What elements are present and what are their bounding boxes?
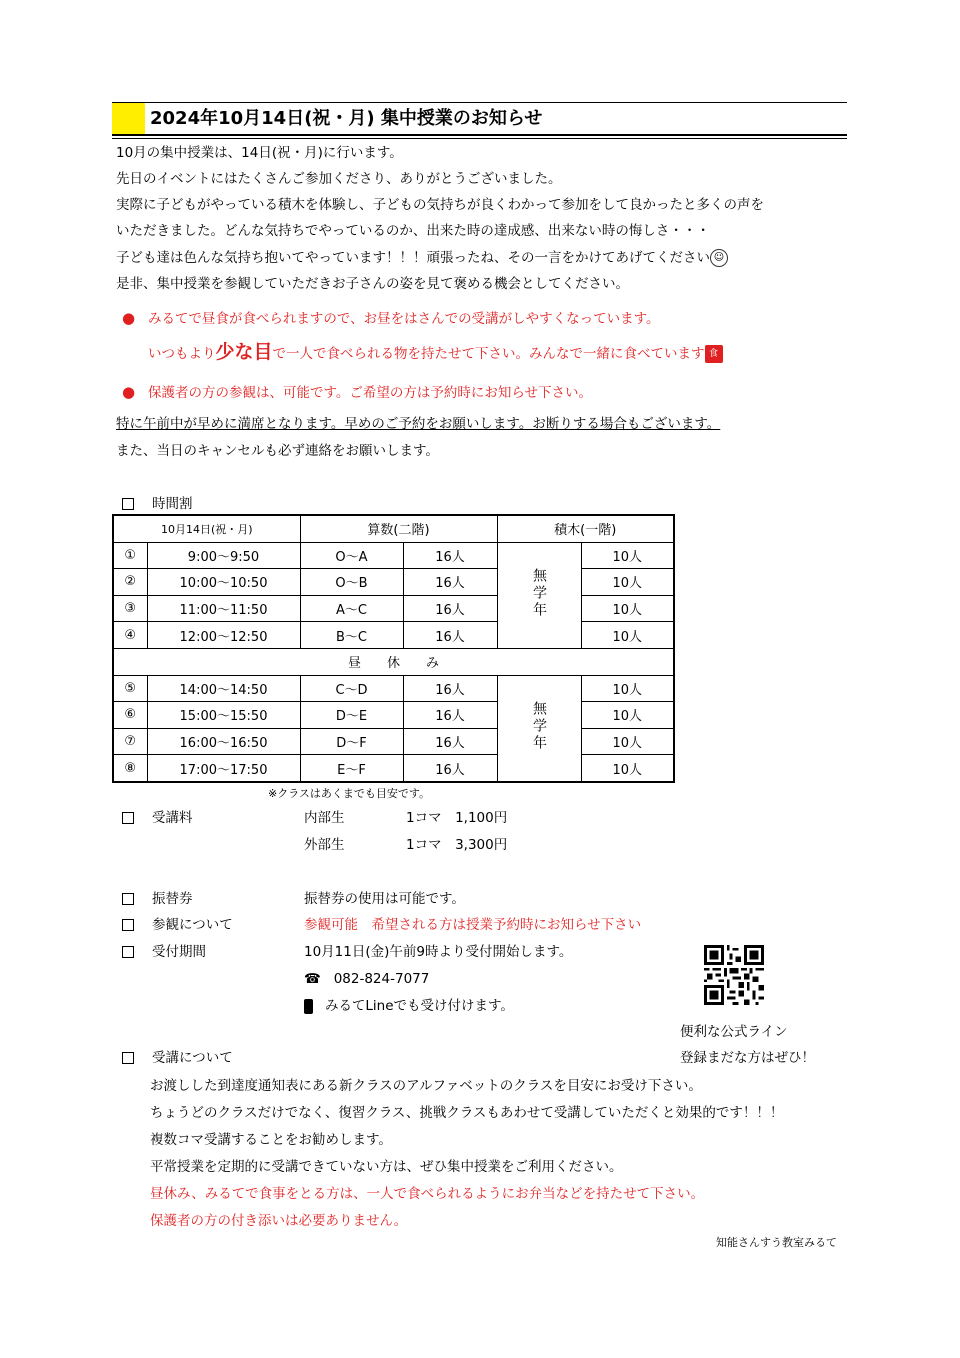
row-time: 17:00～17:50 <box>147 755 300 782</box>
fee-internal: 内部生 <box>304 810 345 826</box>
qr-code-icon[interactable] <box>704 945 764 1005</box>
header-bottom-rule-2 <box>112 138 847 139</box>
jukou-line-3: 複数コマ受講することをお勧めします。 <box>150 1132 392 1148</box>
mugakunen-am-cell <box>497 542 581 648</box>
row-block-capacity: 10人 <box>581 569 674 596</box>
intro-line-2: 先日のイベントにはたくさんご参加くださり、ありがとうございました。 <box>116 171 562 187</box>
jukou-label: 受講について <box>152 1050 233 1066</box>
intro-line-5-wrap <box>116 248 728 268</box>
row-block-capacity: 10人 <box>581 755 674 782</box>
notice-2: 保護者の方の参観は、可能です。ご希望の方は予約時にお知らせ下さい。 <box>147 385 592 401</box>
phone-row <box>304 969 429 989</box>
intro-line-5: 子ども達は色んな気持ち抱いてやっています！！！頑張ったね、その一言をかけてあげてください <box>116 250 710 266</box>
checkbox-icon <box>122 919 134 931</box>
row-time: 16:00～16:50 <box>147 728 300 755</box>
furikae-value: 振替券の使用は可能です。 <box>304 891 465 907</box>
uketsuke-label: 受付期間 <box>152 944 206 960</box>
notice-1b-emphasis: 少な目 <box>215 341 273 363</box>
mobile-phone-icon <box>304 999 313 1014</box>
timetable <box>112 514 675 783</box>
table-row <box>113 569 674 596</box>
row-block-capacity: 10人 <box>581 702 674 729</box>
fee-external: 外部生 <box>304 837 345 853</box>
jukou-red-2: 保護者の方の付き添いは必要ありません。 <box>150 1213 408 1229</box>
jukou-red-1: 昼休み、みるてで食事をとる方は、一人で食べられるようにお弁当などを持たせて下さい。 <box>150 1186 705 1202</box>
underlined-note-2: また、当日のキャンセルも必ず連絡をお願いします。 <box>116 443 439 459</box>
checkbox-icon <box>122 1052 134 1064</box>
uketsuke-label-row <box>122 942 206 962</box>
table-row <box>113 702 674 729</box>
row-capacity: 16人 <box>403 542 497 569</box>
checkbox-icon <box>122 946 134 958</box>
phone-icon: ☎ <box>304 971 321 987</box>
notice-1b-pre: いつもより <box>148 346 216 362</box>
sankan-value: 参観可能 希望される方は授業予約時にお知らせ下さい <box>304 917 642 933</box>
footer-school-name: 知能さんすう教室みるて <box>716 1236 837 1249</box>
phone-number[interactable]: 082-824-7077 <box>333 971 430 987</box>
uketsuke-value: 10月11日(金)午前9時より受付開始します。 <box>304 944 573 960</box>
fee-internal-value: 1コマ 1,100円 <box>406 810 508 826</box>
row-class: O～B <box>300 569 403 596</box>
qr-caption-1: 便利な公式ライン <box>680 1024 788 1040</box>
mugakunen-am: 無学年 <box>531 567 547 619</box>
row-class: C～D <box>300 675 403 702</box>
table-row <box>113 728 674 755</box>
row-class: E～F <box>300 755 403 782</box>
row-block-capacity: 10人 <box>581 728 674 755</box>
furikae-label-row <box>122 889 193 909</box>
intro-line-1: 10月の集中授業は、14日(祝・月)に行います。 <box>116 145 403 161</box>
checkbox-icon <box>122 893 134 905</box>
row-block-capacity: 10人 <box>581 675 674 702</box>
row-capacity: 16人 <box>403 702 497 729</box>
underlined-note-1: 特に午前中が早めに満席となります。早めのご予約をお願いします。お断りする場合もございます。 <box>116 416 721 432</box>
line-info: みるてLineでも受け付けます。 <box>325 998 514 1014</box>
lunch-break-row: 昼 休 み <box>113 648 674 675</box>
row-number: ① <box>113 542 147 569</box>
mugakunen-pm: 無学年 <box>531 700 547 752</box>
sankan-label: 参観について <box>152 917 233 933</box>
table-head-math: 算数(二階) <box>300 515 497 542</box>
row-time: 14:00～14:50 <box>147 675 300 702</box>
table-head-block: 積木(一階) <box>497 515 674 542</box>
checkbox-icon <box>122 812 134 824</box>
row-number: ⑤ <box>113 675 147 702</box>
table-row <box>113 755 674 782</box>
table-head-date: 10月14日(祝・月) <box>113 515 300 542</box>
fee-label: 受講料 <box>152 810 193 826</box>
jukou-line-4: 平常授業を定期的に受講できていない方は、ぜひ集中授業をご利用ください。 <box>150 1159 623 1175</box>
row-class: B～C <box>300 622 403 649</box>
row-block-capacity: 10人 <box>581 595 674 622</box>
bullet-icon: ● <box>122 383 136 401</box>
intro-line-4: いただきました。どんな気持ちでやっているのか、出来た時の達成感、出来ない時の悔しさ・・・ <box>116 223 710 239</box>
row-time: 12:00～12:50 <box>147 622 300 649</box>
table-row <box>113 542 674 569</box>
bullet-icon: ● <box>122 309 136 327</box>
row-class: D～F <box>300 728 403 755</box>
intro-line-6: 是非、集中授業を参観していただきお子さんの姿を見て褒める機会としてください。 <box>116 276 629 292</box>
row-time: 10:00～10:50 <box>147 569 300 596</box>
checkbox-icon <box>122 498 134 510</box>
intro-line-3: 実際に子どもがやっている積木を体験し、子どもの気持ちが良くわかって参加をして良かったと多くの声を <box>116 197 764 213</box>
table-row <box>113 595 674 622</box>
table-row <box>113 675 674 702</box>
row-time: 15:00～15:50 <box>147 702 300 729</box>
row-number: ⑧ <box>113 755 147 782</box>
row-capacity: 16人 <box>403 728 497 755</box>
header-top-rule <box>112 102 847 103</box>
row-number: ③ <box>113 595 147 622</box>
furikae-label: 振替券 <box>152 891 193 907</box>
notice-1: みるてで昼食が食べられますので、お昼をはさんでの受講がしやすくなっています。 <box>147 311 660 327</box>
row-capacity: 16人 <box>403 622 497 649</box>
row-capacity: 16人 <box>403 755 497 782</box>
row-number: ⑦ <box>113 728 147 755</box>
row-capacity: 16人 <box>403 675 497 702</box>
timetable-note: ※クラスはあくまでも目安です。 <box>268 787 431 800</box>
row-time: 11:00～11:50 <box>147 595 300 622</box>
row-time: 9:00～9:50 <box>147 542 300 569</box>
notice-2-row <box>122 382 592 403</box>
page-title: 2024年10月14日(祝・月) 集中授業のお知らせ <box>150 108 543 129</box>
row-number: ② <box>113 569 147 596</box>
line-row <box>304 996 514 1016</box>
row-capacity: 16人 <box>403 595 497 622</box>
row-class: O～A <box>300 542 403 569</box>
table-row <box>113 622 674 649</box>
sankan-label-row <box>122 915 233 935</box>
fee-label-row <box>122 808 193 828</box>
row-block-capacity: 10人 <box>581 542 674 569</box>
timetable-label-row <box>122 494 193 514</box>
timetable-label: 時間割 <box>152 496 193 512</box>
jukou-line-2: ちょうどのクラスだけでなく、復習クラス、挑戦クラスもあわせて受講していただくと効果的です！！！ <box>150 1105 784 1121</box>
notice-1b-post: で一人で食べられる物を持たせて下さい。みんなで一緒に食べています <box>272 346 705 362</box>
notice-1-row <box>122 308 659 329</box>
qr-caption-2: 登録まだな方はぜひ！ <box>680 1050 815 1066</box>
row-class: D～E <box>300 702 403 729</box>
food-stamp-icon: 食 <box>705 345 723 363</box>
row-block-capacity: 10人 <box>581 622 674 649</box>
mugakunen-pm-cell <box>497 675 581 782</box>
smile-emoji-icon: ☺ <box>710 249 728 267</box>
header-accent-bar <box>112 103 145 135</box>
row-class: A～C <box>300 595 403 622</box>
row-number: ④ <box>113 622 147 649</box>
jukou-label-row <box>122 1048 233 1068</box>
row-capacity: 16人 <box>403 569 497 596</box>
jukou-line-1: お渡しした到達度通知表にある新クラスのアルファベットのクラスを目安にお受け下さい。 <box>150 1078 702 1094</box>
fee-external-value: 1コマ 3,300円 <box>406 837 508 853</box>
header-bottom-rule <box>112 134 847 136</box>
notice-1b-row <box>148 342 723 364</box>
row-number: ⑥ <box>113 702 147 729</box>
